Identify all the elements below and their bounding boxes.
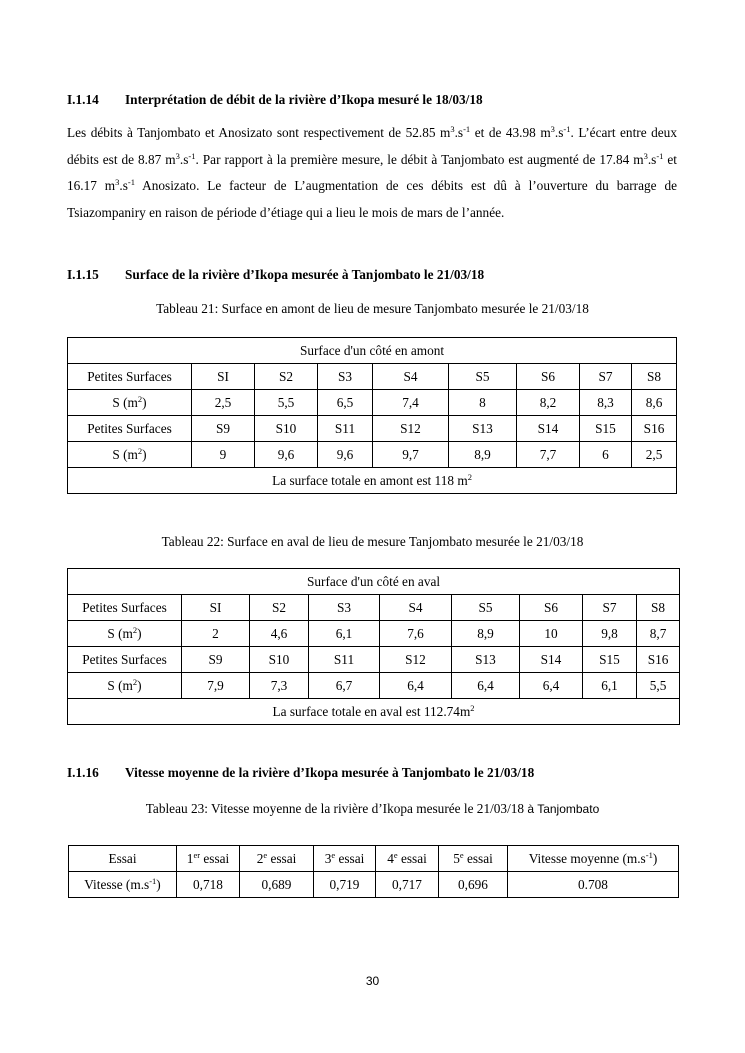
table-22 xyxy=(67,568,680,725)
text-run: .s xyxy=(179,151,189,167)
row-label xyxy=(68,390,192,416)
table-cell: SI xyxy=(192,364,255,390)
table-cell: S4 xyxy=(380,595,452,621)
row-label-sup: 2 xyxy=(132,624,138,635)
table-cell: 8,3 xyxy=(580,390,632,416)
superscript: -1 xyxy=(463,124,471,134)
table-cell: S9 xyxy=(182,647,250,673)
table-cell: S13 xyxy=(452,647,520,673)
table-cell: 8,9 xyxy=(452,621,520,647)
table-cell: 4,6 xyxy=(250,621,309,647)
header-cell-trial xyxy=(314,846,376,872)
section-number: I.1.16 xyxy=(67,765,99,780)
table-cell: 9,6 xyxy=(255,442,318,468)
header-cell-trial xyxy=(240,846,314,872)
superscript: 3 xyxy=(550,124,555,134)
table-cell: 0,689 xyxy=(240,872,314,898)
paragraph-text xyxy=(67,120,677,226)
table-cell: 0,717 xyxy=(376,872,439,898)
row-label xyxy=(68,621,182,647)
table-cell: 6,4 xyxy=(380,673,452,699)
table-cell: 8,2 xyxy=(517,390,580,416)
table-header: Surface d'un côté en amont xyxy=(68,338,677,364)
table-cell: 9,6 xyxy=(318,442,373,468)
table-footer xyxy=(68,699,680,725)
footer-text: La surface totale en amont est 118 m xyxy=(272,472,468,488)
trial-number: 5 xyxy=(453,850,460,866)
table-cell: 9,8 xyxy=(583,621,637,647)
table-cell: 8,6 xyxy=(632,390,677,416)
row-label-text: Petites Surfaces xyxy=(87,420,172,436)
table-cell: 9 xyxy=(192,442,255,468)
table-row xyxy=(68,673,680,699)
trial-sup: e xyxy=(331,849,336,860)
table-cell: SI xyxy=(182,595,250,621)
superscript: 3 xyxy=(643,150,648,161)
superscript: 3 xyxy=(175,150,180,161)
table-cell: S16 xyxy=(632,416,677,442)
trial-word: essai xyxy=(200,850,230,866)
header-cell-trial xyxy=(376,846,439,872)
footer-sup: 2 xyxy=(467,471,472,482)
table-cell: 6,5 xyxy=(318,390,373,416)
table-cell: S7 xyxy=(580,364,632,390)
trial-word: essai xyxy=(463,850,493,866)
trial-number: 2 xyxy=(256,850,264,866)
table-cell: 2,5 xyxy=(632,442,677,468)
row-label-text: Petites Surfaces xyxy=(87,368,172,384)
table-cell: 6,1 xyxy=(583,673,637,699)
superscript: -1 xyxy=(127,177,135,187)
header-cell-trial xyxy=(177,846,240,872)
table-cell: 7,3 xyxy=(250,673,309,699)
section-title: Surface de la rivière d’Ikopa mesurée à Tanjombato le 21/03/18 xyxy=(125,267,485,282)
table-cell: 2,5 xyxy=(192,390,255,416)
footer-sup: 2 xyxy=(470,702,475,713)
table-cell: 10 xyxy=(520,621,583,647)
table-cell: S6 xyxy=(520,595,583,621)
table-cell: 7,6 xyxy=(380,621,452,647)
trial-number: 4 xyxy=(387,850,394,866)
table-cell: S13 xyxy=(449,416,517,442)
section-heading-i-1-15 xyxy=(67,267,484,283)
row-label xyxy=(68,442,192,468)
row-label-sup: 2 xyxy=(132,676,138,687)
table-cell: 5,5 xyxy=(637,673,680,699)
table-cell: 6,4 xyxy=(520,673,583,699)
text-run: Les débits à Tanjombato et Anosizato sont respectivement de 52.85 m xyxy=(67,125,451,140)
mean-header-text: Vitesse moyenne (m.s xyxy=(528,850,646,866)
trial-word: essai xyxy=(335,850,365,866)
table-cell: S3 xyxy=(318,364,373,390)
table-cell: S7 xyxy=(583,595,637,621)
table-cell: 7,7 xyxy=(517,442,580,468)
row-label-end: ) xyxy=(137,677,142,693)
table-cell: 6,4 xyxy=(452,673,520,699)
table-cell: 7,4 xyxy=(373,390,449,416)
section-title: Vitesse moyenne de la rivière d’Ikopa mesurée à Tanjombato le 21/03/18 xyxy=(125,765,535,780)
table-cell: S11 xyxy=(309,647,380,673)
table-cell: 7,9 xyxy=(182,673,250,699)
table-row xyxy=(69,872,679,898)
table-cell: S2 xyxy=(255,364,318,390)
superscript: 3 xyxy=(450,124,455,134)
table-header: Surface d'un côté en aval xyxy=(68,569,680,595)
table-cell: S12 xyxy=(380,647,452,673)
row-label-end: ) xyxy=(142,394,147,410)
mean-header-sup: -1 xyxy=(645,849,653,860)
trial-sup: e xyxy=(393,849,398,860)
row-label-text: S (m xyxy=(112,446,138,462)
table-cell: 2 xyxy=(182,621,250,647)
table-cell: S14 xyxy=(517,416,580,442)
trial-number: 1 xyxy=(186,850,194,866)
row-label xyxy=(68,595,182,621)
text-run: . L’écart entre deux débits est de 8.87 m xyxy=(67,125,677,167)
trial-sup: e xyxy=(263,849,268,860)
mean-header-end: ) xyxy=(652,850,658,866)
text-run: et de 43.98 m xyxy=(470,125,551,140)
table-cell: 6,7 xyxy=(309,673,380,699)
table-cell: S15 xyxy=(580,416,632,442)
row-label-text: Petites Surfaces xyxy=(82,599,167,615)
trial-sup: er xyxy=(193,849,201,860)
row-label xyxy=(68,364,192,390)
row-label-end: ) xyxy=(142,446,147,462)
table-cell: S16 xyxy=(637,647,680,673)
table-cell: S10 xyxy=(255,416,318,442)
text-run: .s xyxy=(454,125,464,140)
table-row xyxy=(68,416,677,442)
header-cell-essai: Essai xyxy=(69,846,177,872)
section-title: Interprétation de débit de la rivière d’Ikopa mesuré le 18/03/18 xyxy=(125,92,483,107)
table-row xyxy=(68,595,680,621)
table-cell: S6 xyxy=(517,364,580,390)
table-row xyxy=(68,442,677,468)
text-run: . Par rapport à la première mesure, le débit à Tanjombato est augmenté de 17.84 m xyxy=(195,151,644,167)
table-23 xyxy=(68,845,679,898)
text-run: et 16.17 m xyxy=(67,151,678,193)
text-run: .s xyxy=(647,151,657,167)
table-cell: S8 xyxy=(632,364,677,390)
row-label-end: ) xyxy=(137,625,142,641)
mean-value-cell: 0.708 xyxy=(508,872,679,898)
row-label-sup: -1 xyxy=(149,875,157,886)
row-label-text: Vitesse (m.s xyxy=(84,876,150,892)
table-row xyxy=(68,647,680,673)
row-label-text: S (m xyxy=(107,625,133,641)
table-cell: S14 xyxy=(520,647,583,673)
table-cell: S2 xyxy=(250,595,309,621)
table-21-caption: Tableau 21: Surface en amont de lieu de mesure Tanjombato mesurée le 21/03/18 xyxy=(156,301,589,316)
section-heading-i-1-14 xyxy=(67,92,483,108)
table-cell: S9 xyxy=(192,416,255,442)
superscript: -1 xyxy=(188,150,196,161)
row-label-sup: 2 xyxy=(137,393,143,404)
table-cell: S5 xyxy=(449,364,517,390)
table-cell: S10 xyxy=(250,647,309,673)
table-cell: 9,7 xyxy=(373,442,449,468)
row-label-end: ) xyxy=(156,876,161,892)
table-cell: 0,719 xyxy=(314,872,376,898)
table-cell: 6,1 xyxy=(309,621,380,647)
table-cell: S4 xyxy=(373,364,449,390)
row-label-text: S (m xyxy=(112,394,138,410)
table-row xyxy=(68,621,680,647)
section-number: I.1.15 xyxy=(67,267,99,282)
interpretation-paragraph xyxy=(67,120,677,226)
table-cell: S5 xyxy=(452,595,520,621)
superscript: -1 xyxy=(656,150,664,161)
trial-sup: e xyxy=(459,849,464,860)
text-run: .s xyxy=(554,125,564,140)
table-cell: 8,7 xyxy=(637,621,680,647)
table-cell: 6 xyxy=(580,442,632,468)
table-header-row xyxy=(69,846,679,872)
trial-number: 3 xyxy=(324,850,332,866)
section-heading-i-1-16 xyxy=(67,765,534,781)
table-cell: 5,5 xyxy=(255,390,318,416)
trial-word: essai xyxy=(267,850,297,866)
table-footer xyxy=(68,468,677,494)
table-22-caption: Tableau 22: Surface en aval de lieu de mesure Tanjombato mesurée le 21/03/18 xyxy=(161,534,584,549)
header-cell-mean xyxy=(508,846,679,872)
table-cell: 8,9 xyxy=(449,442,517,468)
section-number: I.1.14 xyxy=(67,92,99,107)
row-label xyxy=(68,673,182,699)
footer-text: La surface totale en aval est 112.74m xyxy=(272,703,471,719)
table-cell: 0,696 xyxy=(439,872,508,898)
row-label-text: S (m xyxy=(107,677,133,693)
superscript: 3 xyxy=(115,177,120,187)
table-cell: S15 xyxy=(583,647,637,673)
caption-text: Tableau 23: Vitesse moyenne de la rivière d’Ikopa mesurée le 21/03/18 xyxy=(145,801,528,816)
caption-tail: à Tanjombato xyxy=(527,802,600,816)
table-row xyxy=(68,390,677,416)
table-cell: S12 xyxy=(373,416,449,442)
row-label-text: Petites Surfaces xyxy=(82,651,167,667)
trial-word: essai xyxy=(397,850,427,866)
table-cell: S11 xyxy=(318,416,373,442)
text-run: .s xyxy=(119,178,128,193)
row-label xyxy=(69,872,177,898)
header-cell-trial xyxy=(439,846,508,872)
table-21 xyxy=(67,337,677,494)
table-cell: 8 xyxy=(449,390,517,416)
table-row xyxy=(68,364,677,390)
table-cell: S8 xyxy=(637,595,680,621)
row-label xyxy=(68,416,192,442)
row-label-sup: 2 xyxy=(137,445,143,456)
text-run: Anosizato. Le facteur de L’augmentation de ces débits est dû à l’ouverture du barrage de Tsiazompaniry en raison de période d’étiage qui a lieu le mois de mars de l’année. xyxy=(67,178,677,220)
table-23-caption xyxy=(0,801,745,817)
table-cell: S3 xyxy=(309,595,380,621)
page-number: 30 xyxy=(365,974,380,988)
superscript: -1 xyxy=(563,124,571,134)
row-label xyxy=(68,647,182,673)
table-cell: 0,718 xyxy=(177,872,240,898)
